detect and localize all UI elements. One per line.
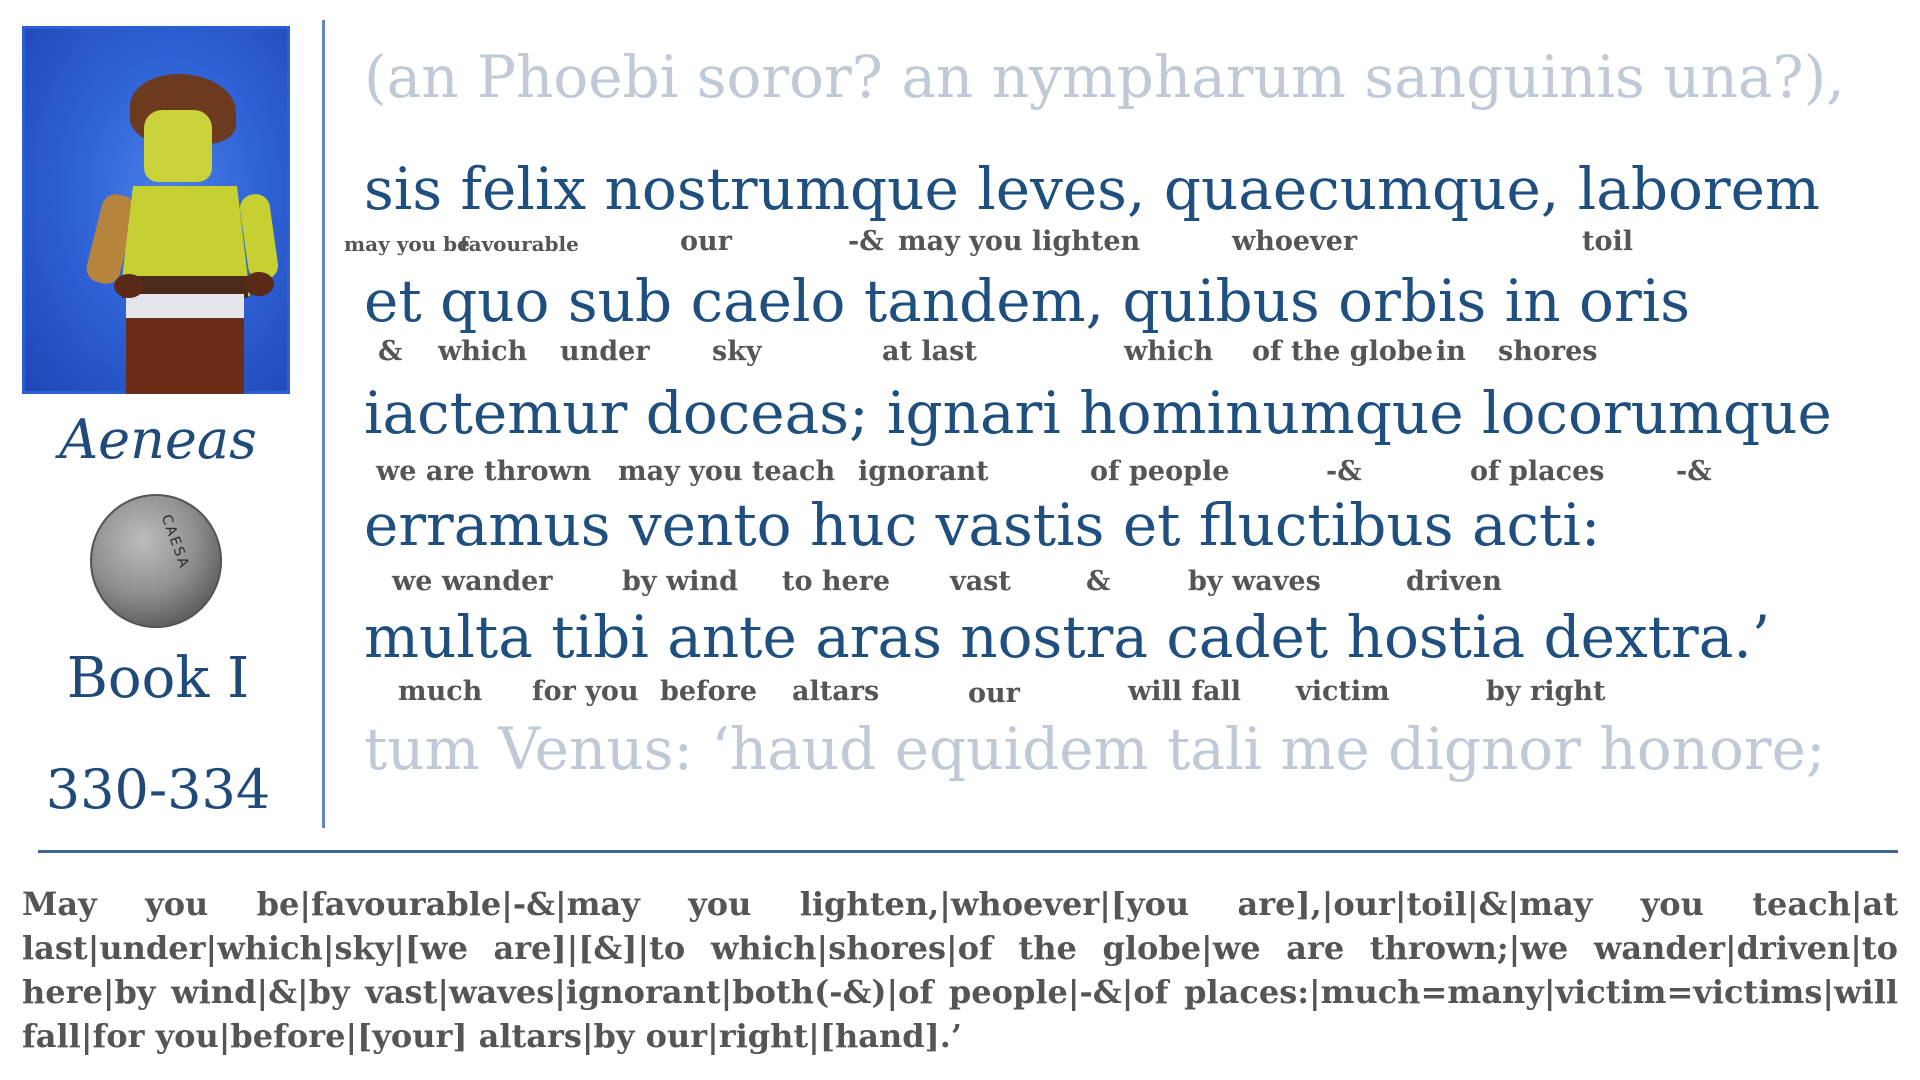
vertical-divider: [322, 20, 325, 828]
gloss-word: by waves: [1188, 566, 1321, 597]
horizontal-divider: [38, 850, 1898, 853]
latin-line-context-after: tum Venus: ‘haud equidem tali me dignor honore;: [364, 715, 1826, 783]
book-label: Book I: [66, 646, 250, 711]
gloss-word: favourable: [460, 232, 579, 256]
gloss-word: &: [1086, 566, 1111, 597]
gloss-word: for you: [532, 676, 639, 707]
gloss-word: sky: [712, 336, 762, 367]
character-name: Aeneas: [59, 408, 257, 471]
figure-hips: [126, 294, 244, 320]
gloss-word: victim: [1296, 676, 1390, 707]
gloss-word: may you teach: [618, 456, 836, 487]
gloss-word: much: [398, 676, 483, 707]
figure-right-hand: [244, 272, 274, 296]
latin-line-332: iactemur doceas; ignari hominumque locorumque: [364, 379, 1832, 447]
gloss-word: driven: [1406, 566, 1502, 597]
gloss-word: &: [378, 336, 403, 367]
gloss-word: of places: [1470, 456, 1605, 487]
gloss-word: before: [660, 676, 758, 707]
gloss-word: under: [560, 336, 650, 367]
latin-line-333: erramus vento huc vastis et fluctibus acti:: [364, 491, 1601, 559]
gloss-word: by wind: [622, 566, 738, 597]
figure-head: [144, 110, 212, 182]
figure-legs: [126, 318, 244, 394]
latin-line-331: et quo sub caelo tandem, quibus orbis in oris: [364, 267, 1690, 335]
english-translation: May you be|favourable|-&|may you lighten,|whoever|[you are],|our|toil|&|may you teach|at last|under|which|sky|[we are]|[&]|to which|shores|of the globe|we are thrown;|we wander|driven|to here|by wind|&|by vast|waves|ignorant|both(-&)|of people|-&|of places:|much=many|victim=victims|will fall|for you|before|[your] altars|by our|right|[hand].’: [22, 885, 1898, 1055]
latin-line-context-before: (an Phoebi soror? an nympharum sanguinis una?),: [364, 43, 1845, 111]
gloss-word: which: [438, 336, 528, 367]
gloss-word: ignorant: [858, 456, 989, 487]
gloss-word: vast: [950, 566, 1011, 597]
aeneas-figure-photo: [22, 26, 290, 394]
gloss-word: in: [1436, 336, 1466, 367]
roman-coin-image: [90, 494, 222, 628]
gloss-word: altars: [792, 676, 880, 707]
coin-inscription: CAESA: [157, 512, 193, 572]
latin-line-334: multa tibi ante aras nostra cadet hostia dextra.’: [364, 603, 1771, 671]
gloss-word: -&: [1326, 456, 1362, 487]
figure-left-hand: [114, 274, 144, 298]
gloss-word: by right: [1486, 676, 1606, 707]
gloss-word: our: [680, 226, 732, 257]
line-range: 330-334: [45, 758, 271, 821]
gloss-word: -&: [848, 226, 884, 257]
gloss-word: shores: [1498, 336, 1598, 367]
gloss-word: at last: [882, 336, 977, 367]
gloss-word: to here: [782, 566, 891, 597]
gloss-word: we wander: [392, 566, 553, 597]
gloss-word: will fall: [1128, 676, 1242, 707]
latin-line-330: sis felix nostrumque leves, quaecumque, laborem: [364, 155, 1820, 223]
gloss-word: whoever: [1232, 226, 1358, 257]
gloss-word: our: [968, 678, 1020, 709]
gloss-word: we are thrown: [376, 456, 592, 487]
gloss-word: toil: [1582, 226, 1633, 257]
gloss-word: of people: [1090, 456, 1230, 487]
gloss-word: of the globe: [1252, 336, 1433, 367]
gloss-word: -&: [1676, 456, 1712, 487]
gloss-word: may you lighten: [898, 226, 1141, 257]
gloss-word: which: [1124, 336, 1214, 367]
gloss-word: may you be: [344, 232, 470, 256]
